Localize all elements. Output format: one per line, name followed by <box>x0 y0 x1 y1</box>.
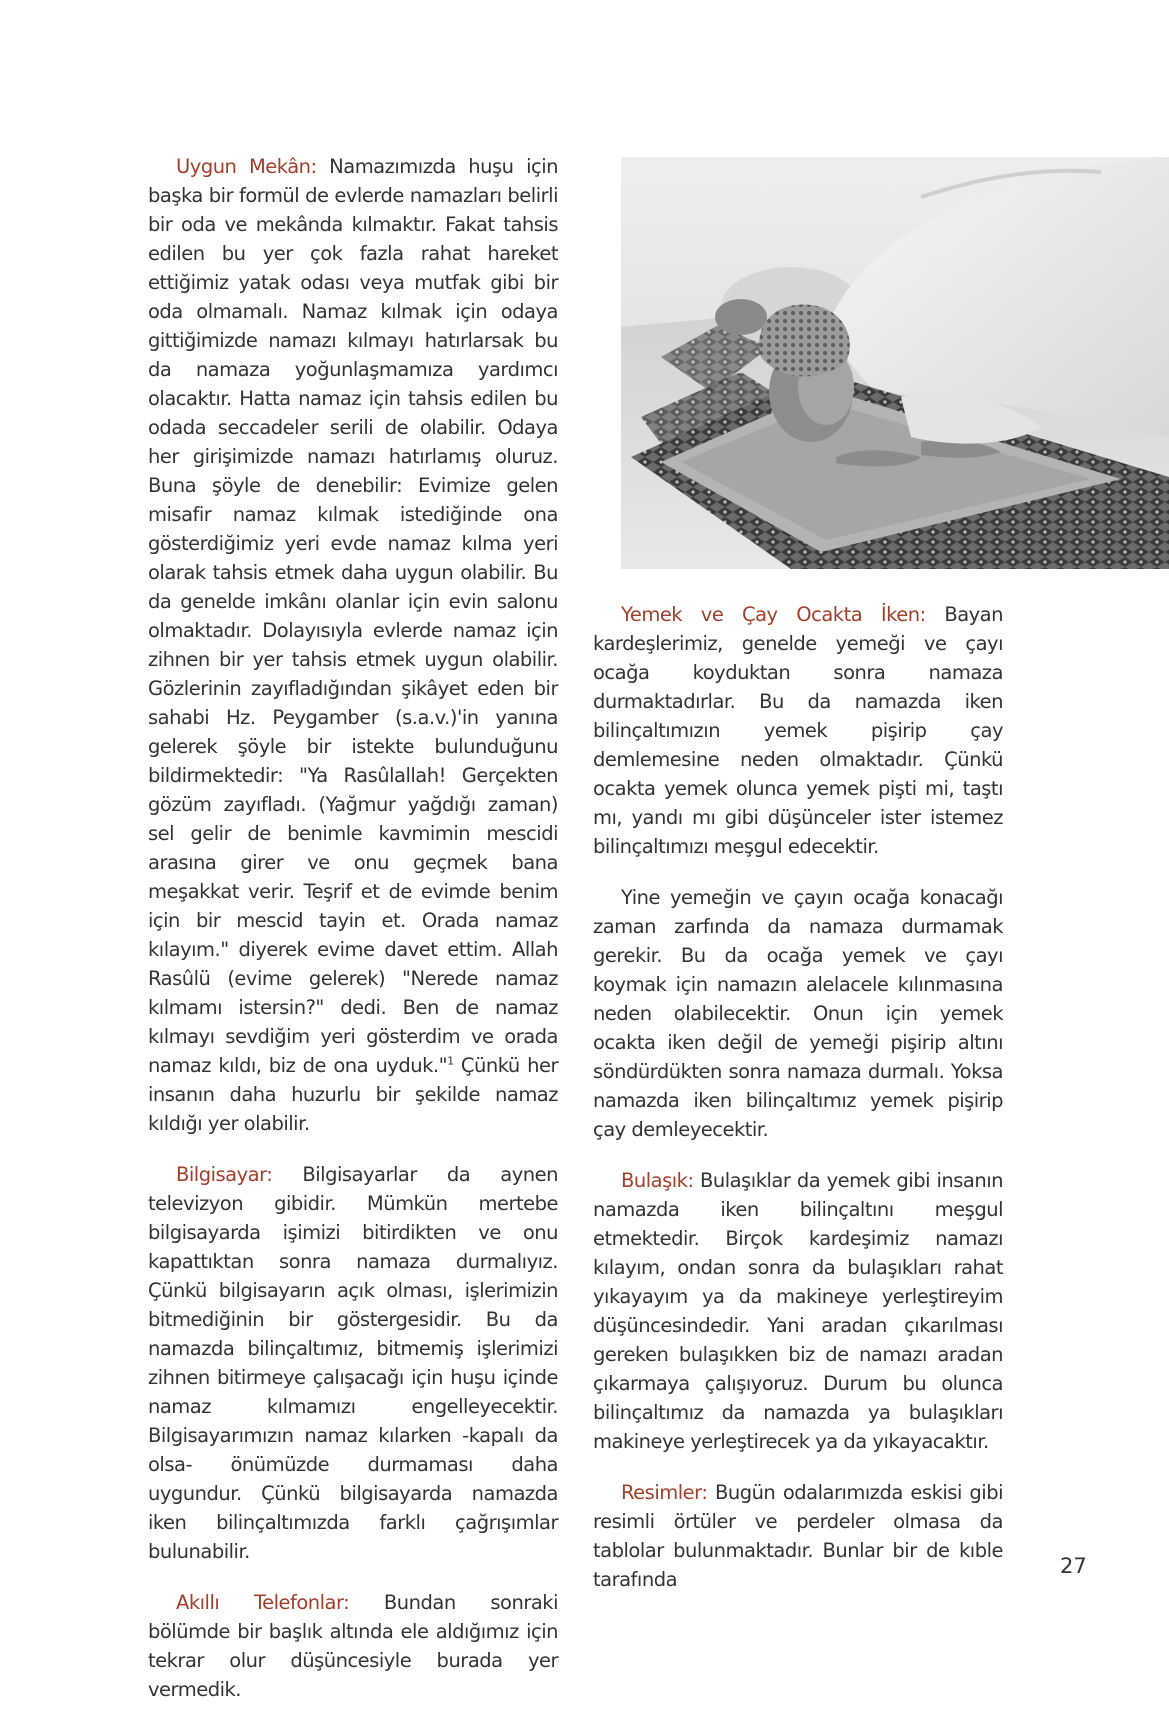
section-heading-resimler: Resimler: <box>621 1481 708 1504</box>
prayer-illustration <box>621 157 1169 569</box>
paragraph-text: Bayan kardeşlerimiz, genelde yemeği ve çayı ocağa koyduktan sonra namaza durmaktadırlar. Bu da namazda iken bilinçaltımızın yemek pişirip çay demlemesine neden olmaktadır. Çünkü ocakta yemek olunca yemek pişti mi, taştı mı, yandı mı gibi düşünceler ister istemez bilinçaltımızı meşgul edecektir. <box>593 603 1003 858</box>
section-heading-bulasik: Bulaşık: <box>621 1169 694 1192</box>
paragraph-uygun-mekan <box>148 152 558 1138</box>
right-column <box>593 600 1003 1616</box>
paragraph-yemek-cay <box>593 600 1003 861</box>
paragraph-resimler <box>593 1478 1003 1594</box>
paragraph-bilgisayar <box>148 1160 558 1566</box>
footnote-marker: 1 <box>447 1054 454 1068</box>
paragraph-text: Bugün odalarımızda eskisi gibi resimli örtüler ve perdeler olmasa da tablolar bulunmaktadır. Bunlar bir de kıble tarafında <box>593 1481 1003 1591</box>
page-number: 27 <box>1060 1554 1087 1578</box>
paragraph-text: Namazımızda huşu için başka bir formül de evlerde namazları belirli bir oda ve mekânda kılmaktır. Fakat tahsis edilen bu yer çok fazla rahat hareket ettiğimiz yatak odası veya mutfak gibi bir oda olmamalı. Namaz kılmak için odaya gittiğimizde namazı kılmayı hatırlarsak bu da namaza yoğunlaşmamıza yardımcı olacaktır. Hatta namaz için tahsis edilen bu odada seccadeler serili de olabilir. Odaya her girişimizde namazı hatırlamış oluruz. Buna şöyle de denebilir: Evimize gelen misafir namaz kılmak istediğinde ona gösterdiğimiz yeri evde namaz kılma yeri olarak tahsis etmek daha uygun olabilir. Bu da genelde imkânı olanlar için evin salonu olmaktadır. Dolayısıyla evlerde namaz için zihnen bir yer tahsis etmek uygun olabilir. Gözlerinin zayıfladığından şikâyet eden bir sahabi Hz. Peygamber (s.a.v.)'in yanına gelerek şöyle bir istekte bulunduğunu bildirmektedir: "Ya Rasûlallah! Gerçekten gözüm zayıfladı. (Yağmur yağdığı zaman) sel gelir de benimle kavmimin mescidi arasına girer ve onu geçmek bana meşakkat verir. Teşrif et de evimde benim için bir mescid tayin et. Orada namaz kılayım." diyerek evime davet ettim. Allah Rasûlü (evime gelerek) "Nerede namaz kılmamı istersin?" dedi. Ben de namaz kılmayı sevdiğim yeri gösterdim ve orada namaz kıldı, biz de ona uyduk." <box>148 155 558 1077</box>
section-heading-uygun-mekan: Uygun Mekân: <box>176 155 317 178</box>
section-heading-bilgisayar: Bilgisayar: <box>176 1163 273 1186</box>
prayer-photo <box>621 157 1169 569</box>
paragraph-text: Bundan sonraki bölümde bir başlık altında ele aldığımız için tekrar olur düşüncesiyle burada yer vermedik. <box>148 1591 558 1701</box>
paragraph-text: Bulaşıklar da yemek gibi insanın namazda iken bilinçaltını meşgul etmektedir. Birçok kardeşimiz namazı kılayım, ondan sonra da bulaşıkları rahat yıkayayım ya da makineye yerleştireyim düşüncesindedir. Yani aradan çıkarılması gereken bulaşıkken biz de namazı aradan çıkarmaya çalışıyoruz. Durum bu olunca bilinçaltımız da namazda ya bulaşıkları makineye yerleştirecek ya da yıkayacaktır. <box>593 1169 1003 1453</box>
left-column <box>148 152 558 1726</box>
section-heading-akilli-telefonlar: Akıllı Telefonlar: <box>176 1591 350 1614</box>
paragraph-text-tail: Çünkü her insanın daha huzurlu bir şekilde namaz kıldığı yer olabilir. <box>148 1054 558 1135</box>
paragraph-text: Yine yemeğin ve çayın ocağa konacağı zaman zarfında da namaza durmamak gerekir. Bu da ocağa yemek ve çayı koymak için namazın alelacele kılınmasına neden olabilecektir. Onun için yemek ocakta iken değil de yemeği pişirip altını söndürdükten sonra namaza durmalı. Yoksa namazda iken bilinçaltımız yemek pişirip çay demleyecektir. <box>593 886 1003 1141</box>
paragraph-yine-yemegin <box>593 883 1003 1144</box>
paragraph-bulasik <box>593 1166 1003 1456</box>
paragraph-text: Bilgisayarlar da aynen televizyon gibidir. Mümkün mertebe bilgisayarda işimizi bitirdikten ve onu kapattıktan sonra namaza durmalıyız. Çünkü bilgisayarın açık olması, işlerimizin bitmediğinin bir göstergesidir. Bu da namazda bilinçaltımız, bitmemiş işlerimizi zihnen bitirmeye çalışacağı için huşu içinde namaz kılmamızı engelleyecektir. Bilgisayarımızın namaz kılarken -kapalı da olsa- önümüzde durmaması daha uygundur. Çünkü bilgisayarda namazda iken bilinçaltımızda farklı çağrışımlar bulunabilir. <box>148 1163 558 1563</box>
paragraph-akilli-telefonlar <box>148 1588 558 1704</box>
section-heading-yemek-cay: Yemek ve Çay Ocakta İken: <box>621 603 926 626</box>
